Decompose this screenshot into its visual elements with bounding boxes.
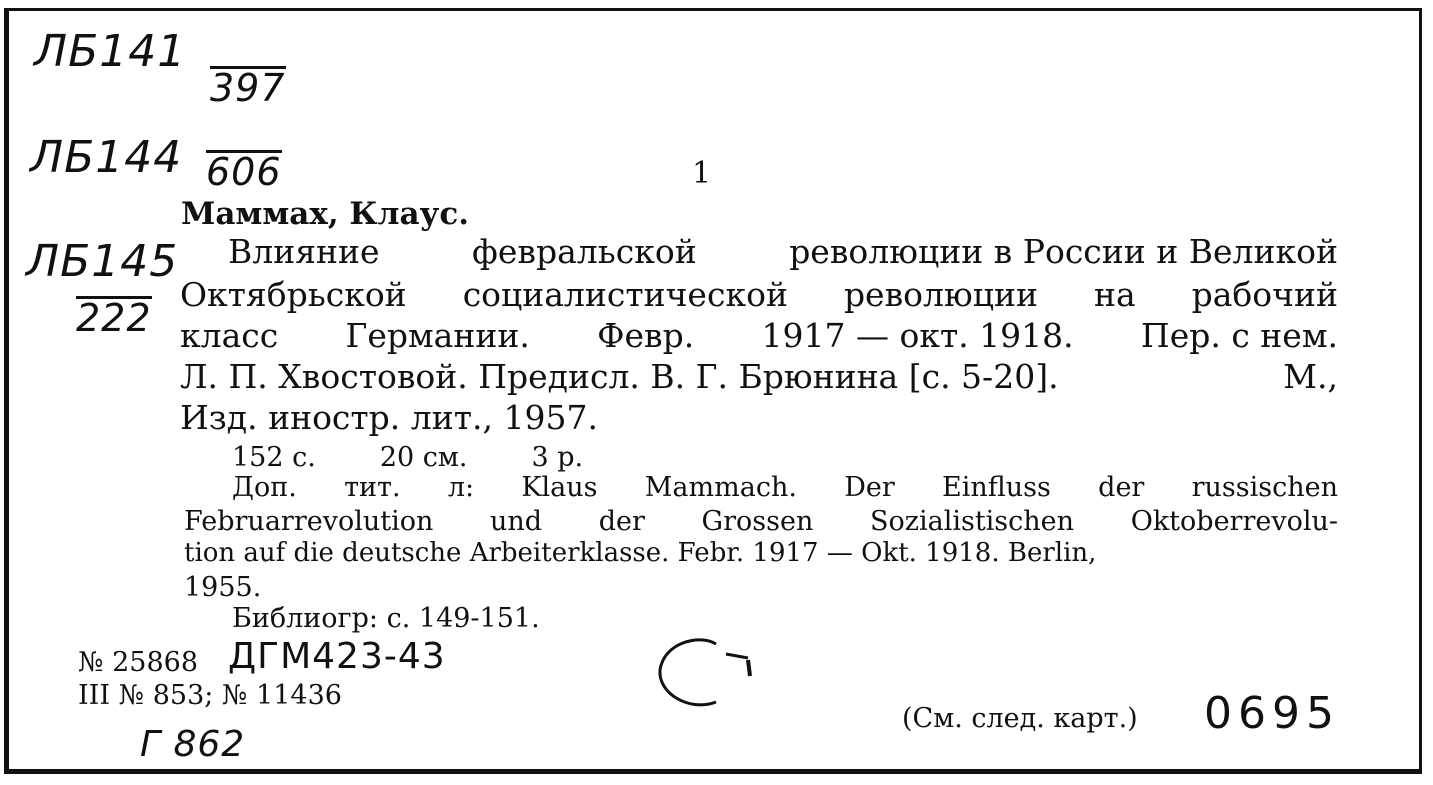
note-line-1: Доп. тит. л: Klaus Mammach. Der Einfluss der russischen	[232, 472, 1338, 503]
circle-stamp-mark	[650, 632, 762, 716]
title-line-5: Изд. иностр. лит., 1957.	[180, 398, 598, 437]
note-line-3: tion auf die deutsche Arbeiterklasse. Febr. 1917 — Okt. 1918. Berlin,	[184, 538, 1097, 568]
shelf-number-2: 606	[206, 150, 282, 194]
accession-number-1: № 25868	[78, 647, 199, 678]
card-number: 1	[692, 156, 712, 191]
title-line-1: Влияние февральской революции в России и Великой	[228, 232, 1338, 271]
title-line-3: класс Германии. Февр. 1917 — окт. 1918. Пер. с нем.	[180, 316, 1338, 355]
shelf-code-3: ЛБ145	[26, 236, 179, 287]
author-heading: Маммах, Клаус.	[181, 196, 470, 232]
shelf-number-3: 222	[76, 296, 152, 340]
handwritten-bottom-right: 0695	[1204, 688, 1340, 739]
note-line-4: 1955.	[184, 572, 262, 603]
shelf-number-1: 397	[210, 66, 286, 110]
shelf-code-1: ЛБ141	[34, 26, 187, 77]
title-line-4: Л. П. Хвостовой. Предисл. В. Г. Брюнина [с. 5-20]. М.,	[180, 357, 1338, 396]
bibliography-note: Библиогр: с. 149-151.	[232, 603, 540, 634]
accession-handwritten: ДГМ423-43	[228, 636, 446, 677]
see-next-card-note: (См. след. карт.)	[902, 703, 1138, 734]
note-line-2: Februarrevolution und der Grossen Sozialistischen Oktoberrevolu-	[184, 506, 1338, 537]
title-line-2: Октябрьской социалистической революции на рабочий	[180, 275, 1338, 314]
handwritten-bottom-left: Г 862	[140, 724, 246, 765]
collation: 152 с. 20 см. 3 р.	[232, 442, 584, 473]
shelf-code-2: ЛБ144	[30, 132, 183, 183]
accession-number-2: III № 853; № 11436	[78, 680, 342, 711]
